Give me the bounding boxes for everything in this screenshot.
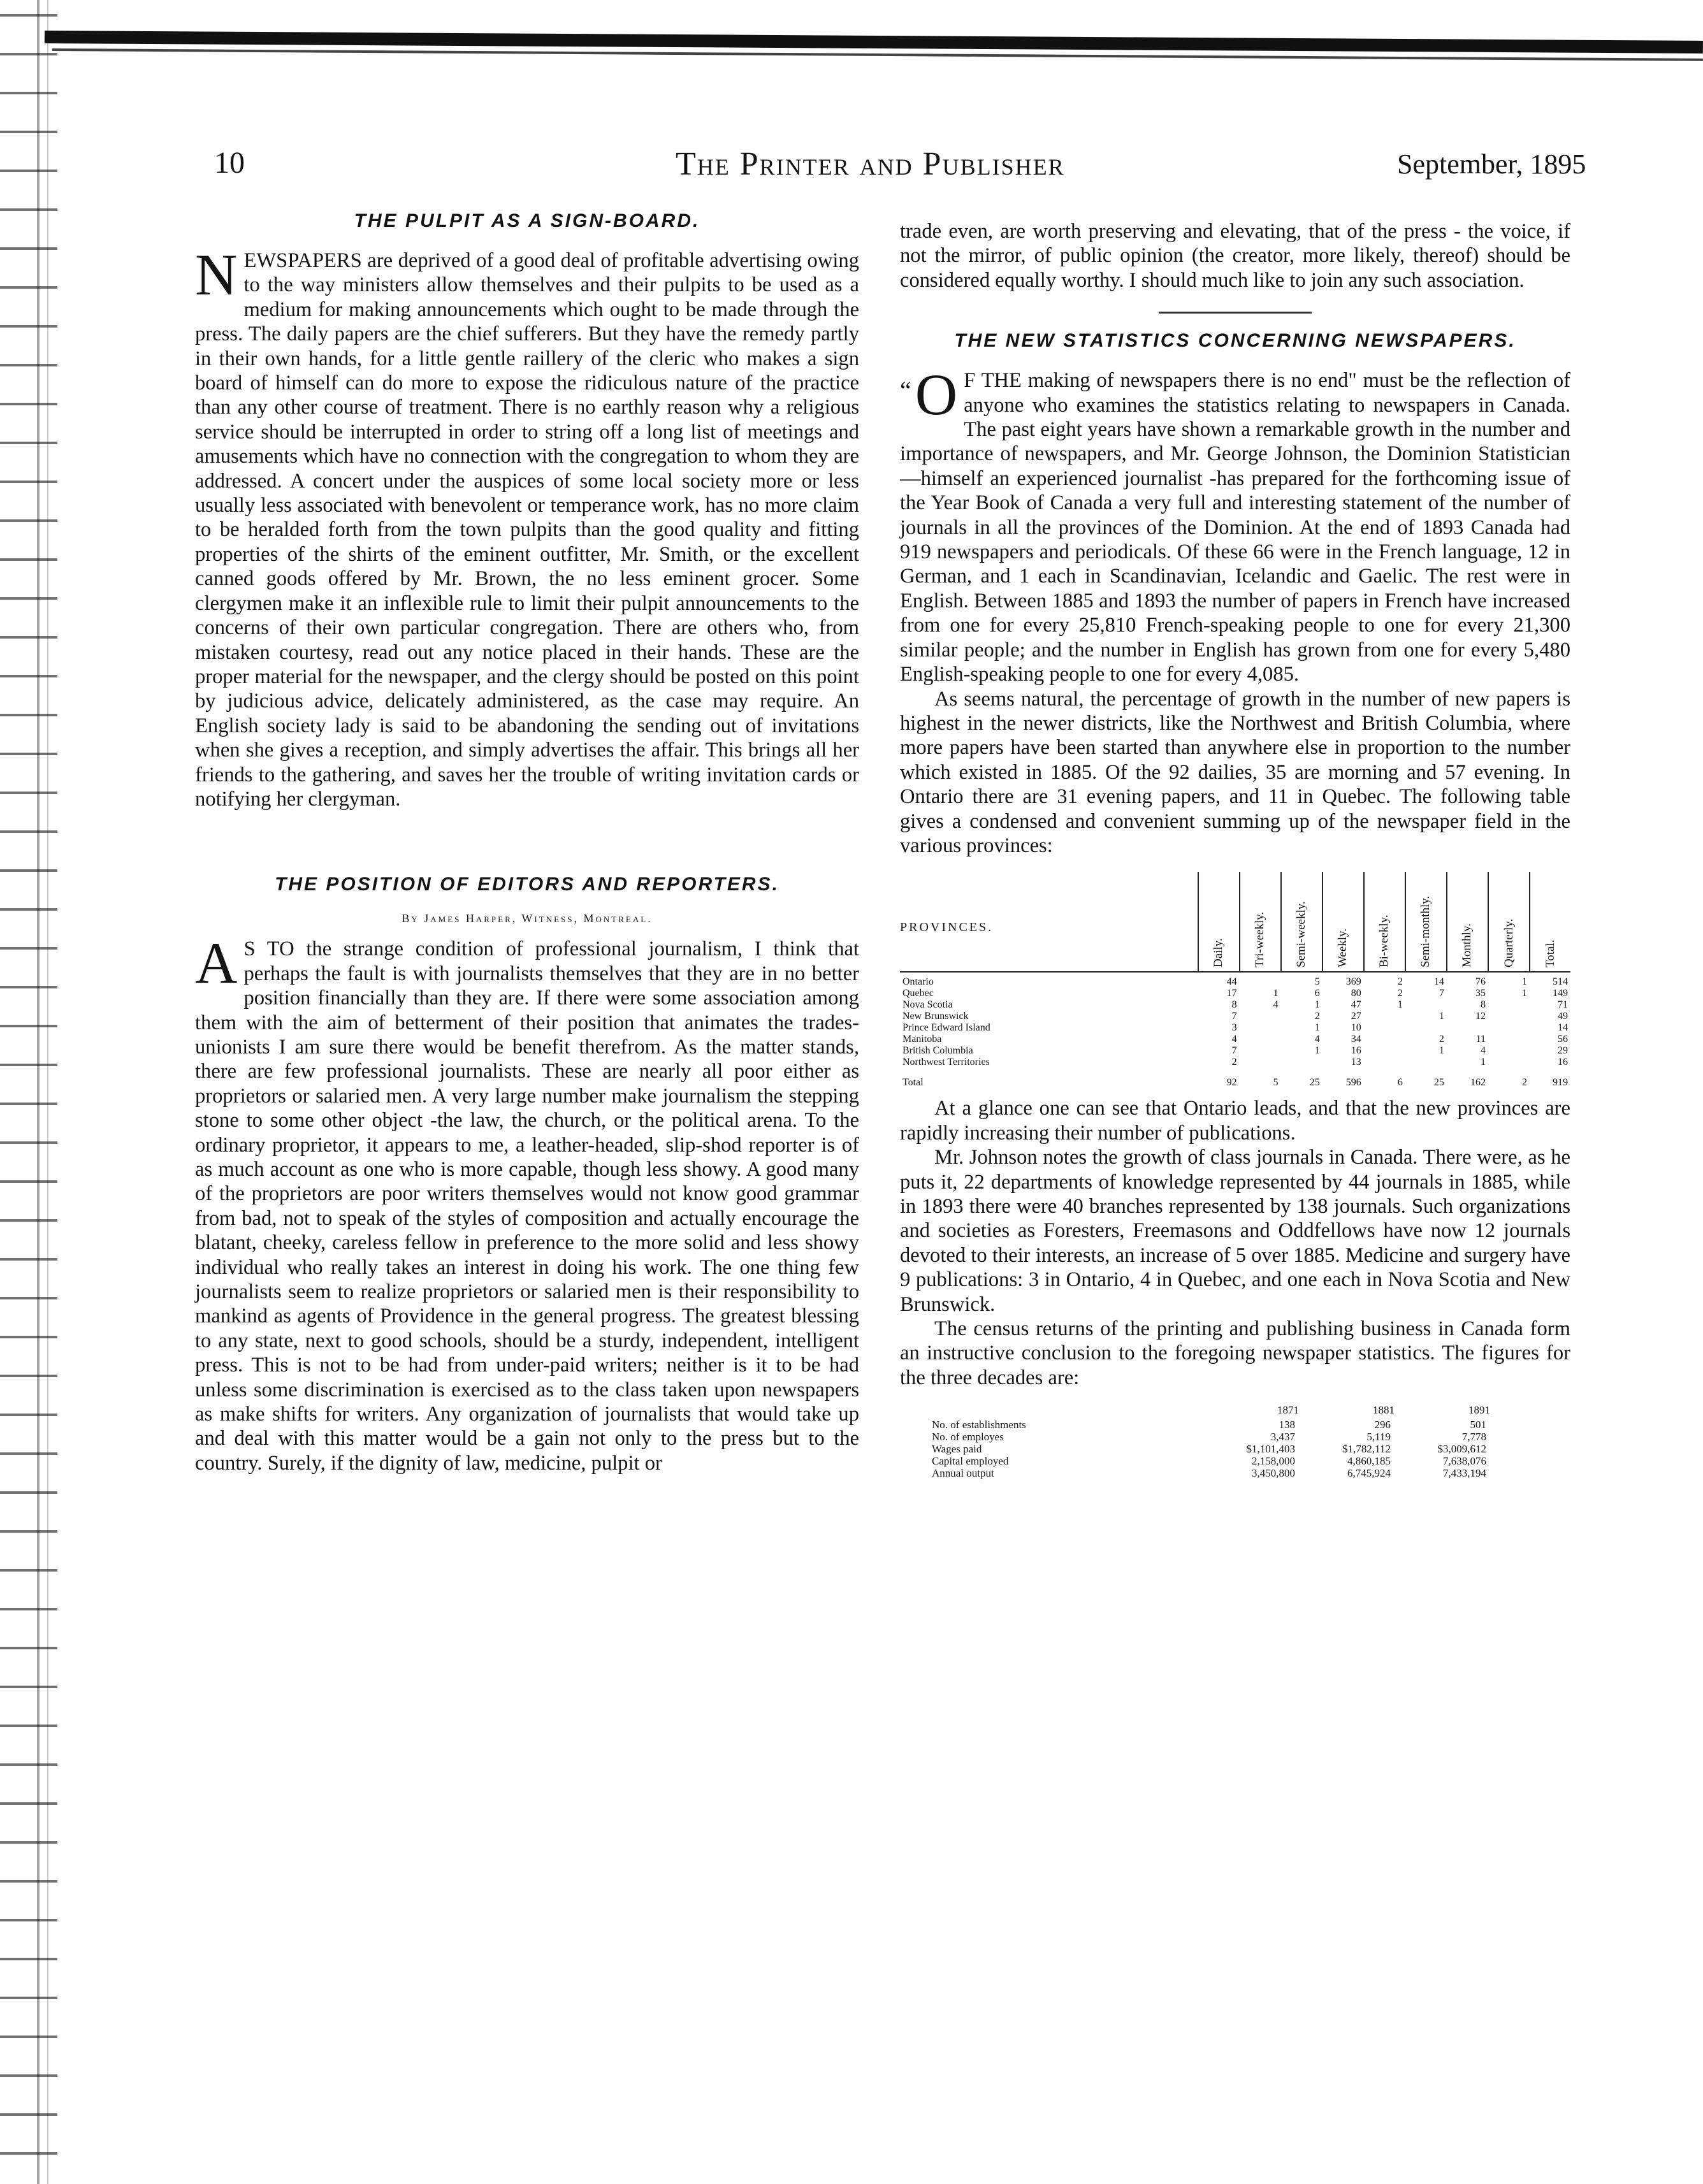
column-header: Daily. — [1212, 938, 1226, 968]
census-year: 1881 — [1373, 1404, 1395, 1417]
table-cell — [1364, 1034, 1405, 1045]
table-cell: 1 — [1273, 988, 1279, 999]
table-cell: 7,638,076 — [1443, 1455, 1486, 1468]
column-header: Semi-weekly. — [1294, 901, 1308, 968]
table-cell: 4 — [1480, 1045, 1486, 1057]
table-cell: 76 — [1475, 976, 1486, 988]
table-cell: 2,158,000 — [1252, 1455, 1295, 1468]
table-cell: 1 — [1522, 976, 1528, 988]
table-cell: 5,119 — [1366, 1431, 1391, 1443]
table-cell — [1488, 999, 1530, 1011]
province-name: Northwest Territories — [902, 1057, 990, 1068]
table-cell: 4 — [1314, 1034, 1320, 1045]
table-cell: 369 — [1345, 976, 1361, 988]
column-header: Tri-weekly. — [1253, 912, 1267, 968]
province-name: New Brunswick — [902, 1011, 969, 1022]
table-cell: 7 — [1231, 1011, 1237, 1022]
pulpit-body — [195, 242, 859, 811]
statistics-para-5: The census returns of the printing and publishing business in Canada form an instructive conclusion to the foregoing newspaper statistics. The figures for the three decades are: — [900, 1317, 1570, 1389]
statistics-dropcap: O — [915, 362, 958, 428]
table-cell: 80 — [1351, 988, 1361, 999]
page-number: 10 — [214, 146, 245, 180]
table-cell: 6 — [1314, 988, 1320, 999]
table-cell: 162 — [1470, 1077, 1486, 1088]
statistics-para-2: As seems natural, the percentage of growth in the number of new papers is highest in the newer districts, like the Northwest and British Columbia, where more papers have been started than anywhere else in proportion to the number which existed in 1885. Of the 92 dailies, 35 are morning and 57 evening. In Ontario there are 31 evening papers, and 11 in Quebec. The following table gives a condensed and convenient summing up of the newspaper field in the various provinces: — [900, 687, 1570, 857]
statistics-para-4: Mr. Johnson notes the growth of class journals in Canada. There were, as he puts it, 22 departments of knowledge represented by 44 journals in 1885, while in 1893 there were 40 branches represented by 138 journals. Such organizations and societies as Foresters, Freemasons and Oddfellows have now 12 journals devoted to their interests, an increase of 5 over 1885. Medicine and surgery have 9 publications: 3 in Ontario, 4 in Quebec, and one each in Nova Scotia and New Brunswick. — [900, 1146, 1570, 1316]
column-header: Weekly. — [1336, 929, 1350, 968]
table-cell — [1488, 1022, 1530, 1034]
table-cell — [1240, 1034, 1281, 1045]
table-cell: 4 — [1231, 1034, 1237, 1045]
table-cell: 2 — [1231, 1057, 1237, 1068]
table-cell — [1488, 1057, 1530, 1068]
table-cell: 596 — [1345, 1077, 1361, 1088]
table-cell: 1 — [1314, 1045, 1320, 1057]
statistics-headline: THE NEW STATISTICS CONCERNING NEWSPAPERS. — [954, 330, 1516, 352]
table-cell — [1405, 1057, 1447, 1068]
table-cell — [1405, 999, 1447, 1011]
table-cell — [1240, 976, 1281, 988]
table-row — [900, 1011, 1570, 1022]
table-cell: 7 — [1231, 1045, 1237, 1057]
table-cell: 3 — [1231, 1022, 1237, 1034]
table-cell: 919 — [1553, 1077, 1568, 1088]
table-row — [928, 1431, 1490, 1443]
table-cell — [1240, 1022, 1281, 1034]
provinces-table-body — [900, 976, 1570, 1088]
table-cell: 2 — [1438, 1034, 1444, 1045]
table-cell: 14 — [1433, 976, 1444, 988]
column-header: Monthly. — [1460, 923, 1474, 968]
table-cell: 5 — [1273, 1077, 1279, 1088]
table-cell: 6,745,924 — [1347, 1467, 1391, 1480]
table-row — [900, 988, 1570, 999]
table-row — [928, 1467, 1490, 1479]
table-cell: 14 — [1558, 1022, 1568, 1034]
table-cell: 17 — [1226, 988, 1237, 999]
census-year: 1891 — [1468, 1404, 1490, 1417]
scan-edge-artifact — [0, 0, 57, 2184]
statistics-para-3: At a glance one can see that Ontario leads, and that the new provinces are rapidly increasing their number of publications. — [900, 1097, 1570, 1145]
table-row — [900, 1022, 1570, 1034]
table-cell: 2 — [1397, 988, 1403, 999]
table-row — [900, 999, 1570, 1011]
table-cell — [1364, 1011, 1405, 1022]
province-name: Manitoba — [902, 1034, 942, 1045]
column-header: Quarterly. — [1502, 919, 1516, 968]
table-cell: 1 — [1522, 988, 1528, 999]
census-label: Capital employed — [932, 1455, 1009, 1468]
provinces-table-header — [900, 872, 1570, 972]
column-header: Semi-monthly. — [1419, 896, 1433, 968]
table-row — [900, 1068, 1570, 1088]
table-cell: 1 — [1397, 999, 1403, 1011]
pulpit-text: EWSPAPERS are deprived of a good deal of profitable advertising owing to the way ministers allow themselves and their pulpits to be used as a medium for making announcements which ought to be made through the press. The daily papers are the chief sufferers. But they have the remedy partly in their own hands, for a little gentle raillery of the cleric who makes a sign board of himself can do more to expose the ridiculous nature of the practice than any other course of treatment. There is no earthly reason why a religious service should be interrupted in order to string off a long list of meetings and amusements which have no connection with the congregation to whom they are addressed. A concert under the auspices of some local society more or less usually less associated with benevolent or temperance work, has no more claim to be heralded forth from the town pulpits than the good quality and fitting properties of the shirts of the eminent outfitter, Mr. Smith, or the excellent canned goods offered by Mr. Brown, the no less eminent grocer. Some clergymen make it an inflexible rule to limit their pulpit announcements to the concerns of their own particular congregation. There are others who, from mistaken courtesy, read out any notice placed in their hands. These are the proper material for the newspaper, and the clergy should be posted on this point by judicious advice, delicately administered, as the case may require. An English society lady is said to be abandoning the sending out of invitations when she gives a reception, and simply advertises the affair. This brings all her friends to the gathering, and saves her the trouble of writing invitation cards or notifying her clergyman. — [195, 249, 859, 811]
province-name: Quebec — [902, 988, 934, 999]
table-cell: $3,009,612 — [1437, 1443, 1486, 1456]
editors-dropcap: A — [195, 930, 238, 996]
table-cell: 35 — [1475, 988, 1486, 999]
table-cell: 514 — [1553, 976, 1568, 988]
table-cell — [1240, 1011, 1281, 1022]
table-cell: 92 — [1226, 1077, 1237, 1088]
table-cell: 5 — [1314, 976, 1320, 988]
table-row — [928, 1419, 1490, 1431]
table-cell — [1364, 1022, 1405, 1034]
table-cell: 149 — [1553, 988, 1568, 999]
census-table-header — [928, 1404, 1490, 1419]
table-cell: 27 — [1351, 1011, 1361, 1022]
left-column — [195, 203, 859, 1475]
table-row — [900, 1057, 1570, 1068]
table-cell: 34 — [1351, 1034, 1361, 1045]
census-label: Annual output — [932, 1467, 994, 1480]
table-cell: 1 — [1314, 999, 1320, 1011]
census-table-body — [928, 1419, 1490, 1479]
table-cell: 138 — [1279, 1419, 1295, 1431]
table-cell: 16 — [1558, 1057, 1568, 1068]
table-cell: 2 — [1314, 1011, 1320, 1022]
table-cell — [1488, 1011, 1530, 1022]
table-cell: 6 — [1397, 1077, 1403, 1088]
pulpit-headline: THE PULPIT AS A SIGN-BOARD. — [354, 210, 700, 231]
table-row — [900, 1045, 1570, 1057]
article-separator — [1159, 312, 1312, 314]
table-cell: 296 — [1374, 1419, 1391, 1431]
province-name: Ontario — [902, 976, 934, 988]
province-name: Nova Scotia — [902, 999, 953, 1011]
table-cell — [1488, 1045, 1530, 1057]
table-cell: 7,778 — [1461, 1431, 1486, 1443]
census-label: No. of employes — [932, 1431, 1004, 1443]
issue-date: September, 1895 — [1397, 148, 1586, 180]
table-row — [900, 1034, 1570, 1045]
province-name: British Columbia — [902, 1045, 973, 1057]
table-cell: 1 — [1480, 1057, 1486, 1068]
table-cell: 8 — [1480, 999, 1486, 1011]
table-cell: 25 — [1309, 1077, 1320, 1088]
editors-text: S TO the strange condition of professional journalism, I think that perhaps the fault is with journalists themselves that they are in no better position financially than they are. If there were some association among them with the aim of betterment of their position that animates the trades-unionists I am sure there would be benefit therefrom. As the matter stands, there are few professional journalists. These are nearly all poor either as proprietors or salaried men. A very large number make journalism the stepping stone to some other object -the law, the church, or the political arena. To the ordinary proprietor, it appears to me, a leather-headed, slip-shod reporter is of as much account as one who is more capable, though less showy. A good many of the proprietors are poor writers themselves would not know good grammar from bad, not to speak of the styles of composition and actually encourage the blatant, cheeky, careless fellow in preference to the more solid and less showy individual who really takes an interest in doing his work. The one thing few journalists seem to realize proprietors or salaried men is their responsibility to mankind as agents of Providence in the general progress. The greatest blessing to any state, next to good schools, should be a sturdy, independent, intelligent press. This is not to be had from under-paid writers; neither is it to be had unless some discrimination is exercised as to the class taken upon newspapers as make shifts for writers. Any organization of journalists that would take up and deal with this matter would be a gain not only to the press but to the country. Surely, if the dignity of law, medicine, pulpit or — [195, 937, 859, 1475]
census-label: Wages paid — [932, 1443, 982, 1456]
table-cell — [1281, 1057, 1323, 1068]
statistics-para-1 — [900, 362, 1570, 686]
table-cell: 25 — [1433, 1077, 1444, 1088]
editors-continuation: trade even, are worth preserving and elevating, that of the press - the voice, if not the mirror, of public opinion (the creator, more likely, thereof) should be considered equally worthy. I should much like to join any such association. — [900, 220, 1570, 292]
table-cell: 1 — [1314, 1022, 1320, 1034]
table-cell: 7,433,194 — [1443, 1467, 1486, 1480]
province-name: Prince Edward Island — [902, 1022, 990, 1034]
table-cell: 7 — [1438, 988, 1444, 999]
table-cell: 3,437 — [1270, 1431, 1295, 1443]
table-cell: 71 — [1558, 999, 1568, 1011]
provinces-header: PROVINCES. — [900, 920, 994, 935]
table-row — [928, 1443, 1490, 1455]
table-cell — [1447, 1022, 1488, 1034]
table-cell: 12 — [1475, 1011, 1486, 1022]
table-cell: $1,782,112 — [1342, 1443, 1391, 1456]
running-title: The Printer and Publisher — [676, 146, 1065, 182]
table-cell: 501 — [1470, 1419, 1486, 1431]
table-cell: $1,101,403 — [1246, 1443, 1295, 1456]
table-cell: 10 — [1351, 1022, 1361, 1034]
column-header: Bi-weekly. — [1377, 915, 1391, 968]
table-cell — [1364, 1045, 1405, 1057]
census-year: 1871 — [1277, 1404, 1299, 1417]
table-cell: 47 — [1351, 999, 1361, 1011]
right-column — [900, 219, 1570, 1479]
table-cell: 16 — [1351, 1045, 1361, 1057]
table-cell: 2 — [1397, 976, 1403, 988]
census-label: No. of establishments — [932, 1419, 1026, 1431]
table-cell: 4 — [1273, 999, 1279, 1011]
table-row — [928, 1455, 1490, 1467]
table-cell: 2 — [1522, 1077, 1528, 1088]
statistics-text-1: F THE making of newspapers there is no end" must be the reflection of anyone who examines the statistics relating to newspapers in Canada. The past eight years have shown a remarkable growth in the number and importance of newspapers, and Mr. George Johnson, the Dominion Statistician—himself an experienced journalist -has prepared for the forthcoming issue of the Year Book of Canada a very full and interesting statement of the number of journals in all the provinces of the Dominion. At the end of 1893 Canada had 919 newspapers and periodicals. Of these 66 were in the French language, 12 in German, and 1 each in Scandinavian, Icelandic and Gaelic. The rest were in English. Between 1885 and 1893 the number of papers in French have increased from one for every 25,810 French-speaking people to one for every 21,300 similar people; and the number in English has grown from one for every 5,480 English-speaking people to one for every 4,085. — [900, 369, 1570, 686]
table-cell: 49 — [1558, 1011, 1568, 1022]
table-cell: 13 — [1351, 1057, 1361, 1068]
table-cell — [1240, 1045, 1281, 1057]
table-cell: 56 — [1558, 1034, 1568, 1045]
editors-byline: By James Harper, Witness, Montreal. — [402, 912, 653, 925]
column-header: Total. — [1543, 939, 1557, 968]
table-cell: 8 — [1231, 999, 1237, 1011]
table-cell: 1 — [1438, 1011, 1444, 1022]
table-cell — [1240, 1057, 1281, 1068]
statistics-quote-mark: “ — [900, 376, 911, 405]
editors-headline: THE POSITION OF EDITORS AND REPORTERS. — [275, 874, 779, 895]
table-cell — [1488, 1034, 1530, 1045]
table-cell — [1405, 1022, 1447, 1034]
table-cell — [1364, 1057, 1405, 1068]
editors-body — [195, 930, 859, 1475]
census-table — [928, 1404, 1490, 1479]
table-cell: 3,450,800 — [1252, 1467, 1295, 1480]
table-row — [900, 976, 1570, 988]
table-cell: 29 — [1558, 1045, 1568, 1057]
table-cell: 11 — [1475, 1034, 1486, 1045]
table-cell: 44 — [1226, 976, 1237, 988]
table-cell: 1 — [1438, 1045, 1444, 1057]
pulpit-dropcap: N — [195, 242, 238, 307]
provinces-table — [900, 872, 1570, 1088]
province-name: Total — [902, 1077, 924, 1088]
table-cell: 4,860,185 — [1347, 1455, 1391, 1468]
